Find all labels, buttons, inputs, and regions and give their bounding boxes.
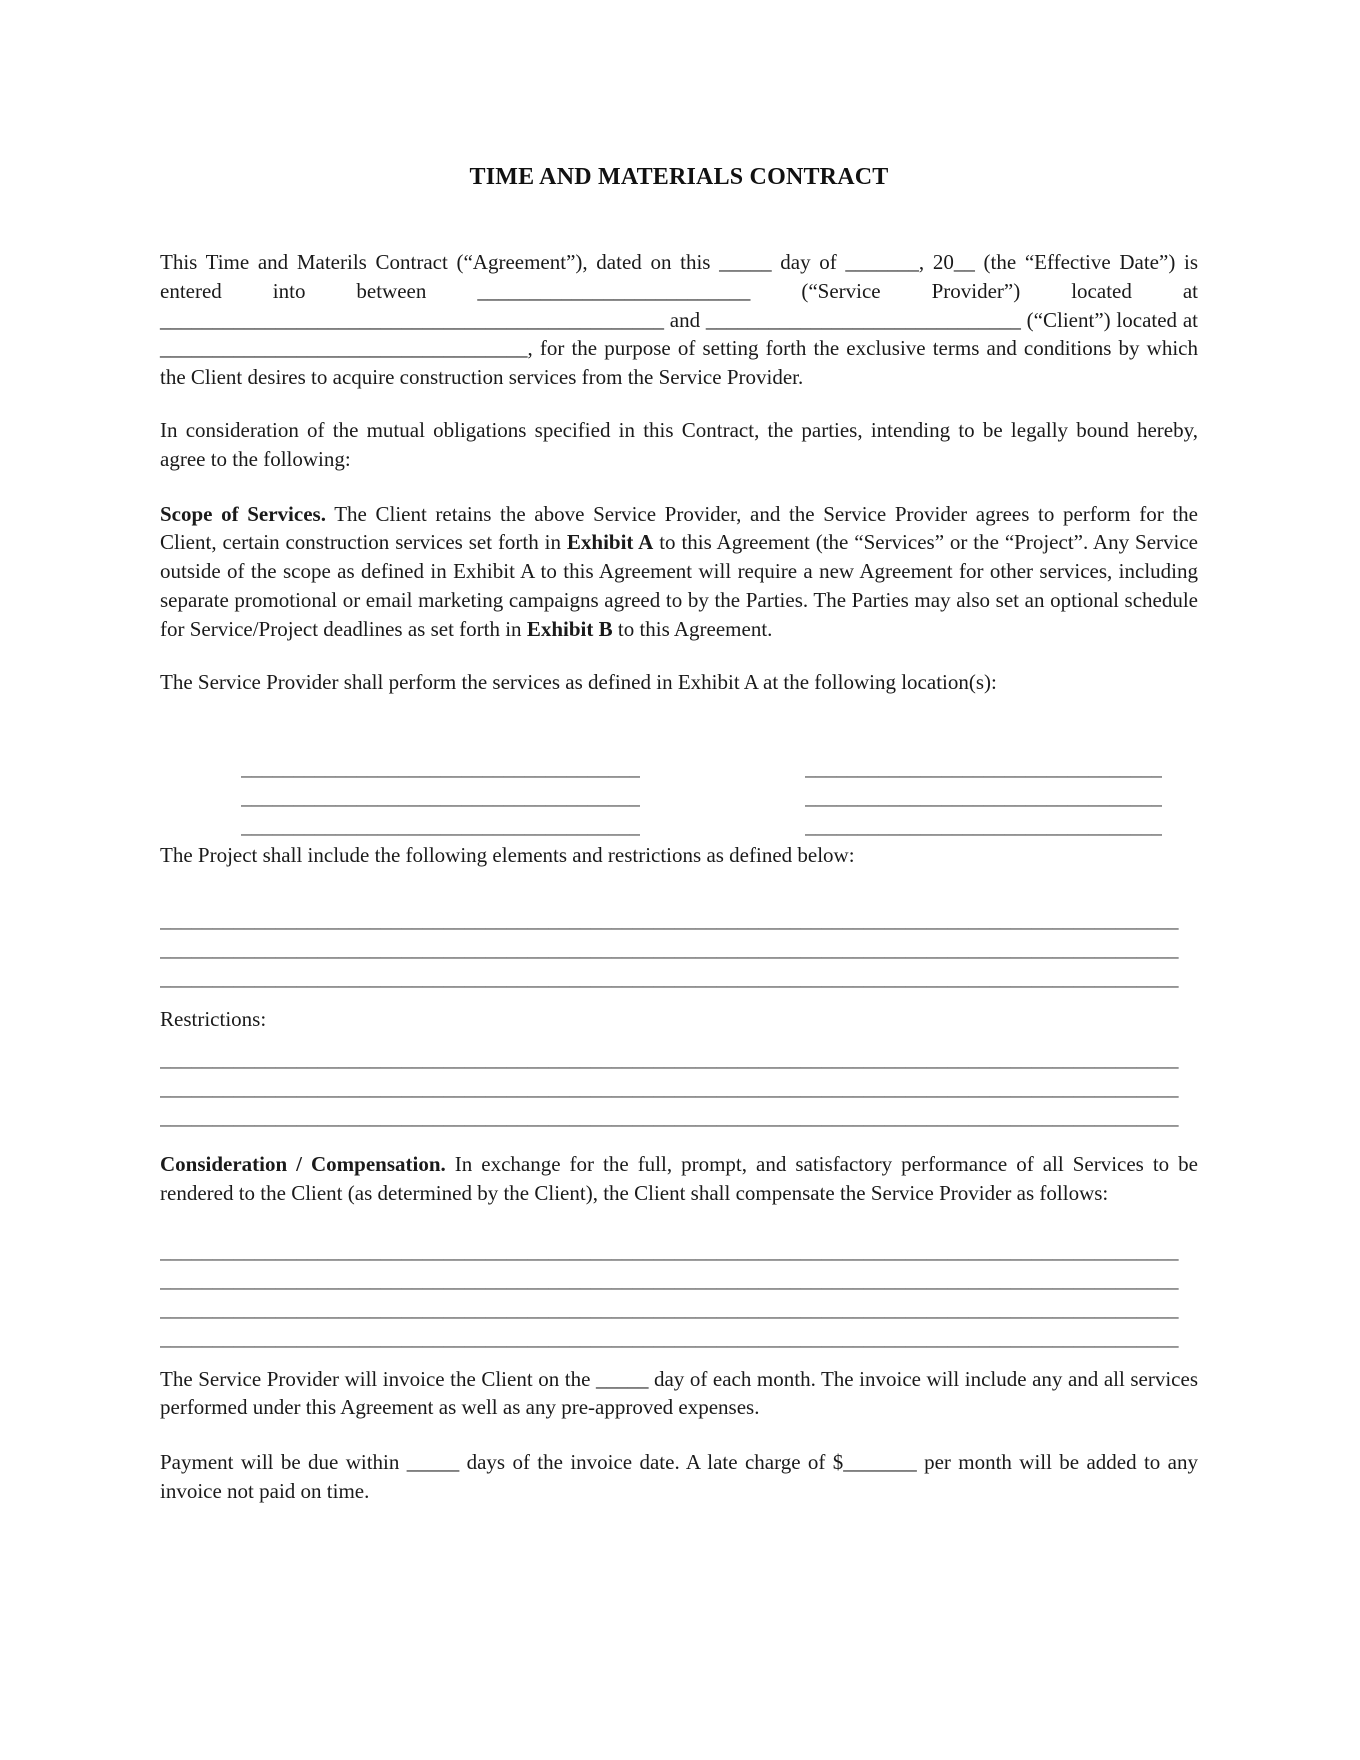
location-blank-right: __________________________________ xyxy=(805,814,1162,839)
location-blank-row xyxy=(160,783,1198,812)
scope-of-services-heading: Scope of Services. xyxy=(160,501,326,526)
compensation-text: In exchange for the full, prompt, and satisfactory performance of all Services to be rendered to the Client (as determined by the Client), the Client shall compensate the Service Provider as follows: xyxy=(160,1151,1198,1205)
invoice-paragraph: The Service Provider will invoice the Client on the _____ day of each month. The invoice will include any and all services performed under this Agreement as well as any pre-approved expenses. xyxy=(160,1366,1198,1420)
blank-line: _________________________________________________________________________________________________ xyxy=(160,965,1179,990)
location-blank-left: ______________________________________ xyxy=(241,814,640,839)
location-blank-lines xyxy=(160,754,1198,841)
location-blank-row xyxy=(160,812,1198,841)
mutual-obligations-paragraph: In consideration of the mutual obligations specified in this Contract, the parties, intending to be legally bound hereby, agree to the following: xyxy=(160,417,1198,471)
exhibit-b-reference: Exhibit B xyxy=(526,616,613,641)
location-blank-left: ______________________________________ xyxy=(241,785,640,810)
restrictions-label: Restrictions: xyxy=(160,1006,267,1031)
blank-line: _________________________________________________________________________________________________ xyxy=(160,908,1179,933)
exhibit-a-reference: Exhibit A xyxy=(566,530,654,555)
scope-text-1: The Client retains the above Service Provider, and the Service Provider agrees to perform for the Client, certain construction services set forth in xyxy=(160,501,1199,555)
blank-line: _________________________________________________________________________________________________ xyxy=(160,1296,1179,1321)
blank-line: _________________________________________________________________________________________________ xyxy=(160,936,1179,961)
blank-line: _________________________________________________________________________________________________ xyxy=(160,1325,1179,1350)
compensation-paragraph xyxy=(160,1150,1198,1208)
restrictions-blank-lines xyxy=(160,1045,1198,1131)
compensation-heading: Consideration / Compensation. xyxy=(160,1151,446,1176)
blank-line: _________________________________________________________________________________________________ xyxy=(160,1268,1179,1293)
blank-line: _________________________________________________________________________________________________ xyxy=(160,1047,1179,1072)
payment-paragraph: Payment will be due within _____ days of the invoice date. A late charge of $_______ per month will be added to any invoice not paid on time. xyxy=(160,1450,1198,1503)
blank-line: _________________________________________________________________________________________________ xyxy=(160,1076,1179,1101)
compensation-blank-lines xyxy=(160,1237,1198,1352)
scope-text-3: to this Agreement. xyxy=(612,616,773,641)
blank-line: _________________________________________________________________________________________________ xyxy=(160,1104,1179,1129)
project-elements-blank-lines xyxy=(160,906,1198,992)
project-intro-paragraph: The Project shall include the following elements and restrictions as defined below: xyxy=(160,843,855,868)
intro-paragraph: This Time and Materils Contract (“Agreement”), dated on this _____ day of _______, 20__ (the “Effective Date”) is entered into between __________________________ (“Service Provider”) located at ________________________________________________ and ______________________________ (“Client”) located at ___________________________________, for the purpose of setting forth the exclusive terms and conditions by which the Client desires to acquire construction services from the Service Provider. xyxy=(160,250,1198,390)
scope-of-services-paragraph xyxy=(160,500,1198,644)
location-blank-left: ______________________________________ xyxy=(241,756,640,781)
scope-text-2: to this Agreement (the “Services” or the “Project”. Any Service outside of the scope as defined in Exhibit A to this Agreement will require a new Agreement for other services, including separate promotional or email marketing campaigns agreed to by the Parties. The Parties may also set an optional schedule for Service/Project deadlines as set forth in xyxy=(160,530,1198,641)
location-blank-right: __________________________________ xyxy=(805,756,1162,781)
document-title: TIME AND MATERIALS CONTRACT xyxy=(469,164,889,190)
blank-line: _________________________________________________________________________________________________ xyxy=(160,1239,1179,1264)
locations-intro-paragraph: The Service Provider shall perform the services as defined in Exhibit A at the following location(s): xyxy=(160,669,997,694)
location-blank-row xyxy=(160,754,1198,783)
location-blank-right: __________________________________ xyxy=(805,785,1162,810)
